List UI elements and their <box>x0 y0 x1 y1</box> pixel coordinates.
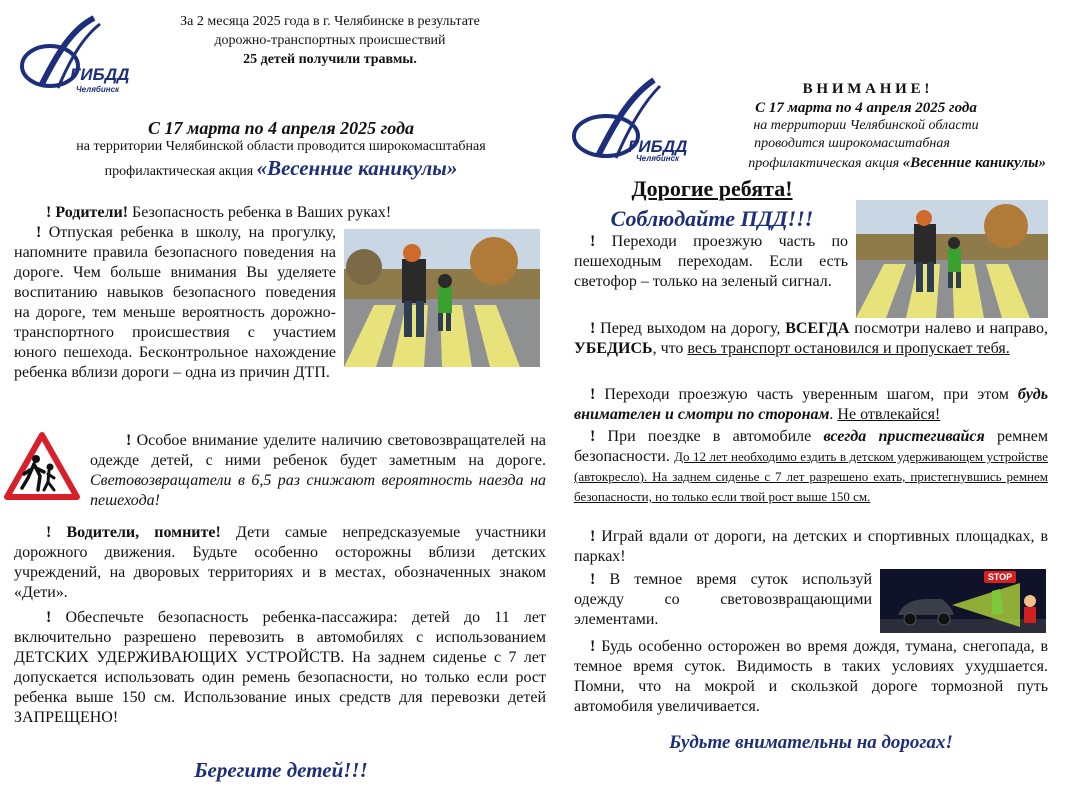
left-p2: ! Отпуская ребенка в школу, на прогулку, напомните правила безопасного поведения на дороге. Чем больше внимания Вы уделяете воспитанию навыков безопасного поведения на дороге, тем меньше вероятность дорожно-транспортного происшествия с участием юного пешехода. Бесконтрольное нахождение ребенка вблизи дороги – одна из причин ДТП. <box>14 224 336 381</box>
rule-5: ! Играй вдали от дороги, на детских и спортивных площадках, в парках! <box>574 528 1048 565</box>
rule-3: ! Переходи проезжую часть уверенным шагом, при этом будь внимателен и смотри по сторонам. Не отвлекайся! <box>574 386 1048 423</box>
left-footer: Берегите детей!!! <box>194 758 368 782</box>
rule-1: ! Переходи проезжую часть по пешеходным переходам. Если есть светофор – только на зеленый сигнал. <box>574 233 849 290</box>
left-p3: ! Особое внимание уделите наличию световозвращателей на одежде детей, с ними ребенок будет заметным на дороге. Световозвращатели в 6,5 раз снижают вероятность наезда на пешехода! <box>90 432 547 509</box>
photo-night-reflector <box>880 569 1046 633</box>
photo-crossing-right <box>856 200 1048 318</box>
rule-2: ! Перед выходом на дорогу, ВСЕГДА посмотри налево и направо, УБЕДИСЬ, что весь транспорт остановился и пропускает тебя. <box>574 320 1048 357</box>
observe-rules: Соблюдайте ПДД!!! <box>610 206 814 231</box>
left-p1: ! Родители! Безопасность ребенка в Ваших руках! <box>46 204 392 221</box>
svg-text:Челябинск: Челябинск <box>636 154 680 163</box>
children-warning-sign-icon <box>4 432 80 500</box>
greeting: Дорогие ребята! <box>631 176 793 201</box>
left-announce: С 17 марта по 4 апреля 2025 года на территории Челябинской области проводится широкомасштабная профилактическая акция «Весенние каникулы» <box>76 118 486 180</box>
right-announce: В Н И М А Н И Е ! С 17 марта по 4 апреля 2025 года на территории Челябинской области проводится широкомасштабная профилактическая акция «Весенние каникулы» <box>748 81 1046 171</box>
rule-7: ! Будь особенно осторожен во время дождя, тумана, снегопада, в темное время суток. Видимость в таких условиях ухудшается. Помни, что на мокрой и скользкой дороге тормозной путь автомобиля увеличивается. <box>574 638 1049 715</box>
rule-4: ! При поездке в автомобиле всегда пристегивайся ремнем безопасности. До 12 лет необходимо ездить в детском удерживающем устройстве (автокресло). На заднем сиденье с 7 лет разрешено ехать, пристегнувшись ремнем безопасности, но только если твой рост выше 150 см. <box>574 428 1049 504</box>
gibdd-logo <box>12 14 130 94</box>
svg-text:ГИБДД: ГИБДД <box>70 65 130 84</box>
svg-text:STOP: STOP <box>987 572 1013 582</box>
gibdd-logo-right <box>566 78 688 163</box>
stats-block: За 2 месяца 2025 года в г. Челябинске в результате дорожно-транспортных происшествий 25 детей получили травмы. <box>180 14 480 67</box>
rule-6: ! В темное время суток используй одежду со световозвращающими элементами. <box>574 571 873 628</box>
photo-crossing-left <box>344 229 540 367</box>
left-p4: ! Водители, помните! Дети самые непредсказуемые участники дорожного движения. Будьте особенно осторожны вблизи детских учреждений, на дворовых территориях и в местах, обозначенных знаком «Дети». <box>14 524 547 601</box>
svg-text:Челябинск: Челябинск <box>76 85 120 94</box>
right-footer: Будьте внимательны на дорогах! <box>669 732 953 753</box>
svg-text:ГИБДД: ГИБДД <box>628 137 688 156</box>
left-p5: ! Обеспечьте безопасность ребенка-пассажира: детей до 11 лет включительно разрешено перевозить в автомобилях с использованием ДЕТСКИХ УДЕРЖИВАЮЩИХ УСТРОЙСТВ. На заднем сиденье с 7 лет допускается использовать один ремень безопасности, но только если рост ребенка выше 150 см. Использование иных средств для перевозки детей ЗАПРЕЩЕНО! <box>14 609 546 726</box>
